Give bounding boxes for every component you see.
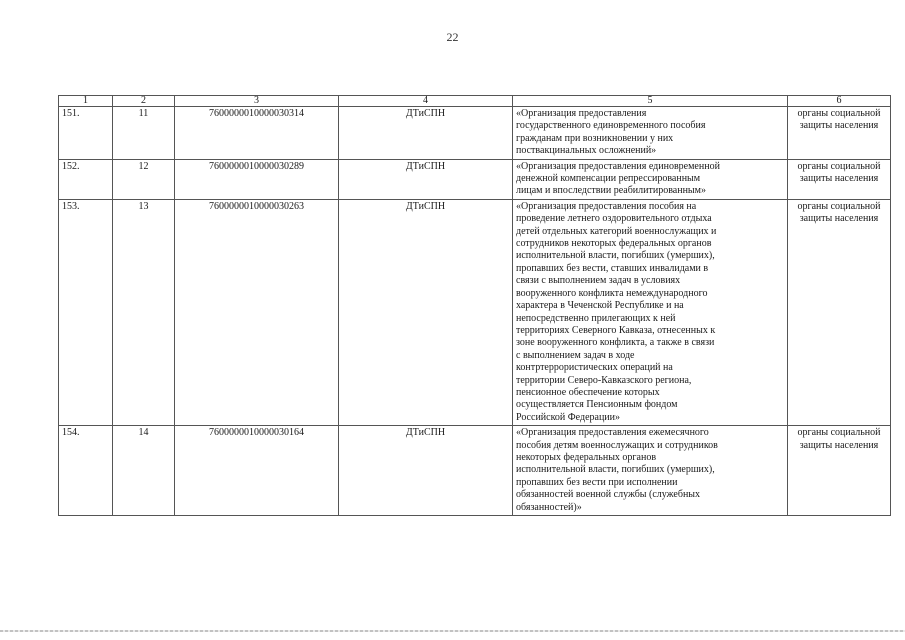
service-name-line: обязанностей)»	[516, 501, 582, 513]
table-row	[59, 159, 891, 199]
row-index: 11	[113, 107, 175, 160]
service-name-line: «Организация предоставления ежемесячного	[516, 427, 709, 439]
service-name-line: «Организация предоставления	[516, 108, 647, 119]
header-col-6: 6	[788, 96, 891, 107]
services-table	[58, 95, 891, 516]
department: ДТиСПН	[339, 159, 513, 199]
header-col-3: 3	[175, 96, 339, 107]
service-name-line: пенсионное обеспечение которых	[516, 386, 660, 398]
service-name-line: сотрудников некоторых федеральных органов	[516, 238, 712, 250]
service-name-line: территории Северо-Кавказского региона,	[516, 374, 692, 386]
service-name-line: зоне вооруженного конфликта, а также в связи	[516, 337, 715, 349]
table-body	[59, 96, 891, 516]
service-name-line: денежной компенсации репрессированным	[516, 173, 701, 185]
service-name-line: пособия детям военнослужащих и сотрудников	[516, 439, 718, 451]
provider-line: органы социальной	[797, 108, 881, 119]
provider-line: защиты населения	[799, 120, 879, 132]
provider-line: органы социальной	[797, 160, 881, 172]
provider	[788, 107, 891, 160]
header-col-4: 4	[339, 96, 513, 107]
row-number: 153.	[59, 199, 113, 425]
header-col-1: 1	[59, 96, 113, 107]
provider-line: защиты населения	[799, 173, 879, 185]
service-name	[513, 107, 788, 160]
page-number: 22	[446, 30, 459, 44]
row-index: 14	[113, 426, 175, 516]
service-code: 7600000010000030164	[175, 426, 339, 516]
row-number: 154.	[59, 426, 113, 516]
service-name-line: с выполнением задач в ходе	[516, 349, 635, 361]
provider-line: защиты населения	[799, 439, 879, 451]
row-number: 151.	[59, 107, 113, 160]
scan-artifact	[0, 630, 905, 632]
table-row	[59, 107, 891, 160]
service-name-line: обязанностей военной службы (служебных	[516, 489, 701, 501]
service-name-line: поствакцинальных осложнений»	[516, 145, 657, 157]
service-name-line: контртеррористических операций на	[516, 362, 673, 374]
service-name-line: лицам и впоследствии реабилитированным»	[516, 185, 706, 197]
service-name-line: проведение летнего оздоровительного отдыха	[516, 213, 712, 225]
header-col-2: 2	[113, 96, 175, 107]
service-name-line: вооруженного конфликта немеждународного	[516, 287, 708, 299]
service-name-line: характера в Чеченской Республике и на	[516, 300, 684, 312]
service-code: 7600000010000030263	[175, 199, 339, 425]
service-name-line: непосредственно прилегающих к ней	[516, 312, 676, 324]
table-row	[59, 199, 891, 425]
service-name	[513, 159, 788, 199]
provider	[788, 426, 891, 516]
provider-line: органы социальной	[797, 200, 881, 212]
row-index: 12	[113, 159, 175, 199]
service-name-line: государственного единовременного пособия	[516, 120, 706, 132]
table-header-row	[59, 96, 891, 107]
department: ДТиСПН	[339, 107, 513, 160]
service-name-line: исполнительной власти, погибших (умерших),	[516, 464, 715, 476]
header-col-5: 5	[513, 96, 788, 107]
row-number: 152.	[59, 159, 113, 199]
service-code: 7600000010000030289	[175, 159, 339, 199]
service-code: 7600000010000030314	[175, 107, 339, 160]
service-name-line: территориях Северного Кавказа, отнесенных к	[516, 324, 716, 336]
service-name-line: связи с выполнением задач в условиях	[516, 275, 681, 287]
service-name	[513, 199, 788, 425]
provider	[788, 159, 891, 199]
service-name-line: некоторых федеральных органов	[516, 451, 657, 463]
service-name-line: детей отдельных категорий военнослужащих и	[516, 225, 717, 237]
department: ДТиСПН	[339, 426, 513, 516]
service-name-line: осуществляется Пенсионным фондом	[516, 399, 678, 411]
service-name-line: гражданам при возникновении у них	[516, 132, 674, 144]
service-name-line: Российской Федерации»	[516, 411, 621, 423]
table-row	[59, 426, 891, 516]
service-name	[513, 426, 788, 516]
service-name-line: исполнительной власти, погибших (умерших),	[516, 250, 715, 262]
department: ДТиСПН	[339, 199, 513, 425]
row-index: 13	[113, 199, 175, 425]
provider-line: органы социальной	[797, 427, 881, 439]
service-name-line: пропавших без вести, ставших инвалидами в	[516, 262, 709, 274]
service-name-line: «Организация предоставления пособия на	[516, 200, 697, 212]
service-name-line: «Организация предоставления единовременной	[516, 160, 720, 172]
provider	[788, 199, 891, 425]
provider-line: защиты населения	[799, 213, 879, 225]
service-name-line: пропавших без вести при исполнении	[516, 476, 678, 488]
